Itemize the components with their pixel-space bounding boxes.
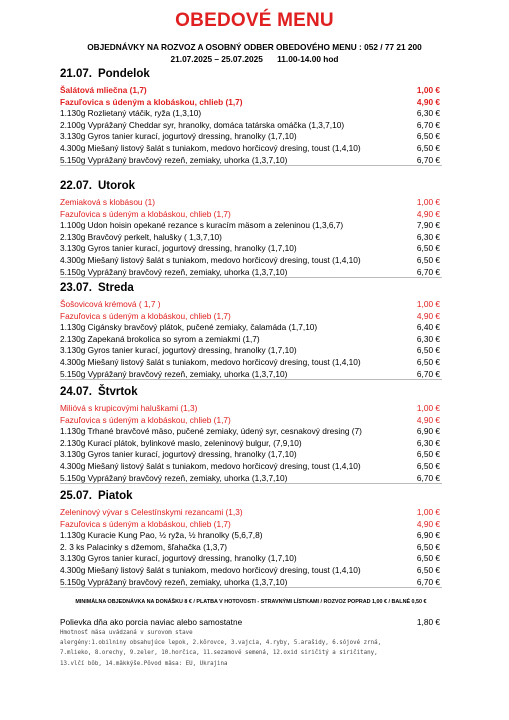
day-date: 22.07. [60, 180, 92, 192]
menu-item [60, 322, 442, 334]
item-price: 1,00 € [416, 85, 440, 95]
menu-item [60, 519, 442, 531]
item-name: 3.130g Gyros tanier kurací, jogurtový dressing, hranolky (1,7,10) [60, 553, 297, 564]
item-name: 3.130g Gyros tanier kurací, jogurtový dressing, hranolky (1,7,10) [60, 131, 297, 142]
soup-name: Polievka dňa ako porcia naviac alebo samostatne [60, 617, 243, 627]
item-name: 5.150g Vyprážaný bravčový rezeň, zemiaky, uhorka (1,3,7,10) [60, 266, 288, 277]
day-section [60, 490, 442, 588]
item-price: 6,50 € [416, 131, 440, 142]
item-price: 4,90 € [416, 310, 440, 321]
item-price: 6,70 € [416, 154, 440, 165]
item-price: 6,70 € [416, 472, 440, 483]
menu-item [60, 85, 442, 97]
item-price: 6,70 € [416, 576, 440, 587]
menu-item [60, 334, 442, 346]
item-name: 4.300g Miešaný listový šalát s tuniakom, medovo horčicový dresing, toust (1,4,10) [60, 254, 361, 265]
item-name: Fazuľovica s údeným a klobáskou, chlieb (1,7) [60, 96, 243, 107]
item-price: 6,50 € [416, 460, 440, 471]
day-heading [60, 282, 442, 296]
item-price: 1,00 € [416, 507, 440, 517]
item-name: Fazuľovica s údeným a klobáskou, chlieb (1,7) [60, 414, 231, 425]
day-date: 23.07. [60, 282, 92, 294]
menu-item [60, 220, 442, 232]
item-price: 6,50 € [416, 345, 440, 356]
item-price: 6,50 € [416, 564, 440, 575]
item-price: 6,50 € [416, 356, 440, 367]
item-name: Milióvá s krupicovými haluškami (1,3) [60, 403, 198, 413]
item-name: 2. 3 ks Palacinky s džemom, šľahačka (1,3,7) [60, 541, 228, 552]
item-name: 1.130g Rozlietaný vtáčik, ryža (1,3,10) [60, 108, 202, 119]
menu-item [60, 449, 442, 461]
menu-item [60, 345, 442, 357]
section-divider [60, 483, 442, 484]
item-name: 2.100g Vyprážaný Cheddar syr, hranolky, domáca tatárska omáčka (1,3,7,10) [60, 119, 345, 130]
item-price: 6,50 € [416, 449, 440, 460]
menu-item [60, 108, 442, 120]
item-name: 2.130g Kurací plátok, bylinkové maslo, zeleninový bulgur, (7,9,10) [60, 437, 302, 448]
menu-item [60, 232, 442, 244]
item-price: 6,70 € [416, 266, 440, 277]
menu-item [60, 209, 442, 221]
item-name: 5.150g Vyprážaný bravčový rezeň, zemiaky, uhorka (1,3,7,10) [60, 576, 288, 587]
menu-item [60, 438, 442, 450]
day-heading [60, 68, 442, 82]
day-date: 24.07. [60, 386, 92, 398]
item-name: 4.300g Miešaný listový šalát s tuniakom, medovo horčicový dresing, toust (1,4,10) [60, 142, 361, 153]
menu-item [60, 542, 442, 554]
menu-title: OBEDOVÉ MENU [175, 10, 334, 31]
menu-item [60, 131, 442, 143]
allergen-line: Hmotnosť mäsa uvádzaná v surovom stave [60, 630, 193, 636]
item-name: 4.300g Miešaný listový šalát s tuniakom, medovo horčicový dresing, toust (1,4,10) [60, 460, 361, 471]
item-name: Fazuľovica s údeným a klobáskou, chlieb (1,7) [60, 208, 231, 219]
day-name: Piatok [97, 490, 133, 502]
menu-item [60, 120, 442, 132]
item-price: 6,50 € [416, 553, 440, 564]
allergen-info [60, 628, 442, 669]
item-price: 1,00 € [416, 197, 440, 207]
allergen-line: alergény:1.obilniny obsahujúce lepok, 2.kôrovce, 3.vajcia, 4.ryby, 5.arašidy, 6.sójové zrná, [60, 640, 382, 647]
item-name: 4.300g Miešaný listový šalát s tuniakom, medovo horčicový dresing, toust (1,4,10) [60, 356, 361, 367]
item-price: 6,40 € [416, 322, 440, 333]
menu-item [60, 243, 442, 255]
item-name: 2.130g Bravčový perkelt, halušky ( 1,3,7,10) [60, 231, 222, 242]
item-name: 1.100g Udon hoisin opekané rezance s kuracím mäsom a zeleninou (1,3,6,7) [60, 220, 344, 231]
delivery-terms: MINIMÁLNA OBJEDNÁVKA NA DONÁŠKU 8 € / PLATBA V HOTOVOSTI - STRAVNÝMI LÍSTKAMI / ROZVOZ POPRAD 1,00 € / BALNÉ 0,50 € [75, 599, 427, 605]
day-heading [60, 386, 442, 400]
item-price: 6,90 € [416, 530, 440, 541]
section-divider [60, 277, 442, 278]
date-hours-line [0, 54, 509, 64]
item-name: 3.130g Gyros tanier kurací, jogurtový dressing, hranolky (1,7,10) [60, 449, 297, 460]
item-price: 6,30 € [416, 437, 440, 448]
day-section [60, 180, 442, 278]
menu-item [60, 357, 442, 369]
item-price: 4,90 € [416, 208, 440, 219]
item-name: Fazuľovica s údeným a klobáskou, chlieb (1,7) [60, 310, 231, 321]
day-name: Utorok [97, 180, 136, 192]
item-price: 6,50 € [416, 243, 440, 254]
item-name: 3.130g Gyros tanier kurací, jogurtový dressing, hranolky (1,7,10) [60, 345, 297, 356]
item-price: 6,50 € [416, 541, 440, 552]
section-divider [60, 379, 442, 380]
item-price: 4,90 € [416, 518, 440, 529]
menu-period: 21.07.2025 – 25.07.2025 [170, 54, 263, 64]
item-price: 6,50 € [416, 142, 440, 153]
item-price: 4,90 € [416, 96, 440, 107]
item-price: 7,90 € [416, 220, 440, 231]
menu-item [60, 311, 442, 323]
item-price: 1,00 € [416, 403, 440, 413]
item-name: 5.150g Vyprážaný bravčový rezeň, zemiaky, uhorka (1,3,7,10) [60, 368, 288, 379]
allergen-line: 13.vlčí bôb, 14.mäkkýše.Pôvod mäsa: EU, Ukrajina [60, 660, 228, 667]
day-heading [60, 180, 442, 194]
day-date: 25.07. [60, 490, 92, 502]
item-price: 4,90 € [416, 414, 440, 425]
day-section [60, 68, 442, 166]
item-name: 1.130g Trhané bravčové mäso, pučené zemiaky, údený syr, cesnakový dresing (7) [60, 426, 362, 437]
item-price: 6,30 € [416, 108, 440, 119]
item-name: 3.130g Gyros tanier kurací, jogurtový dressing, hranolky (1,7,10) [60, 243, 297, 254]
item-price: 6,90 € [416, 426, 440, 437]
menu-item [60, 143, 442, 155]
menu-item [60, 403, 442, 415]
item-price: 6,50 € [416, 254, 440, 265]
menu-item [60, 461, 442, 473]
day-section [60, 386, 442, 484]
item-name: Zemiaková s klobásou (1) [60, 197, 155, 207]
item-name: 2.130g Zapekaná brokolica so syrom a zemiakmi (1,7) [60, 333, 260, 344]
menu-item [60, 197, 442, 209]
menu-item [60, 255, 442, 267]
item-name: 1.130g Cigánsky bravčový plátok, pučené zemiaky, čalamáda (1,7,10) [60, 322, 318, 333]
item-name: Zeleninový vývar s Celestínskymi rezancami (1,3) [60, 507, 243, 517]
item-price: 6,70 € [416, 119, 440, 130]
day-date: 21.07. [60, 68, 92, 80]
menu-item [60, 553, 442, 565]
item-name: 1.130g Kuracie Kung Pao, ½ ryža, ½ hranolky (5,6,7,8) [60, 530, 263, 541]
item-name: 4.300g Miešaný listový šalát s tuniakom, medovo horčicový dresing, toust (1,4,10) [60, 564, 361, 575]
section-divider [60, 165, 442, 166]
serving-hours: 11.00-14.00 hod [277, 54, 339, 64]
item-name: Šošovicová krémová ( 1,7 ) [60, 299, 161, 309]
item-name: 5.150g Vyprážaný bravčový rezeň, zemiaky, uhorka (1,3,7,10) [60, 472, 288, 483]
allergen-line: 7.mlieko, 8.orechy, 9.zeler, 10.horčica, 11.sezamové semená, 12.oxid siričitý a siričitany, [60, 650, 378, 657]
order-line: OBJEDNÁVKY NA ROZVOZ A OSOBNÝ ODBER OBEDOVÉHO MENU : 052 / 77 21 200 [87, 42, 422, 52]
section-divider [60, 587, 442, 588]
day-name: Štvrtok [97, 386, 138, 398]
menu-item [60, 426, 442, 438]
item-price: 6,30 € [416, 333, 440, 344]
item-price: 6,70 € [416, 368, 440, 379]
menu-item [60, 97, 442, 109]
menu-item [60, 565, 442, 577]
item-name: Šalátová mliečna (1,7) [60, 85, 147, 95]
menu-item [60, 299, 442, 311]
day-name: Pondelok [97, 68, 150, 80]
item-name: 5.150g Vyprážaný bravčový rezeň, zemiaky, uhorka (1,3,7,10) [60, 154, 288, 165]
day-name: Streda [97, 282, 134, 294]
menu-item [60, 530, 442, 542]
day-section [60, 282, 442, 380]
extra-soup-row [60, 617, 442, 627]
item-price: 6,30 € [416, 231, 440, 242]
soup-price: 1,80 € [416, 617, 440, 627]
menu-item [60, 507, 442, 519]
item-price: 1,00 € [416, 299, 440, 309]
item-name: Fazuľovica s údeným a klobáskou, chlieb (1,7) [60, 518, 231, 529]
day-heading [60, 490, 442, 504]
menu-item [60, 415, 442, 427]
